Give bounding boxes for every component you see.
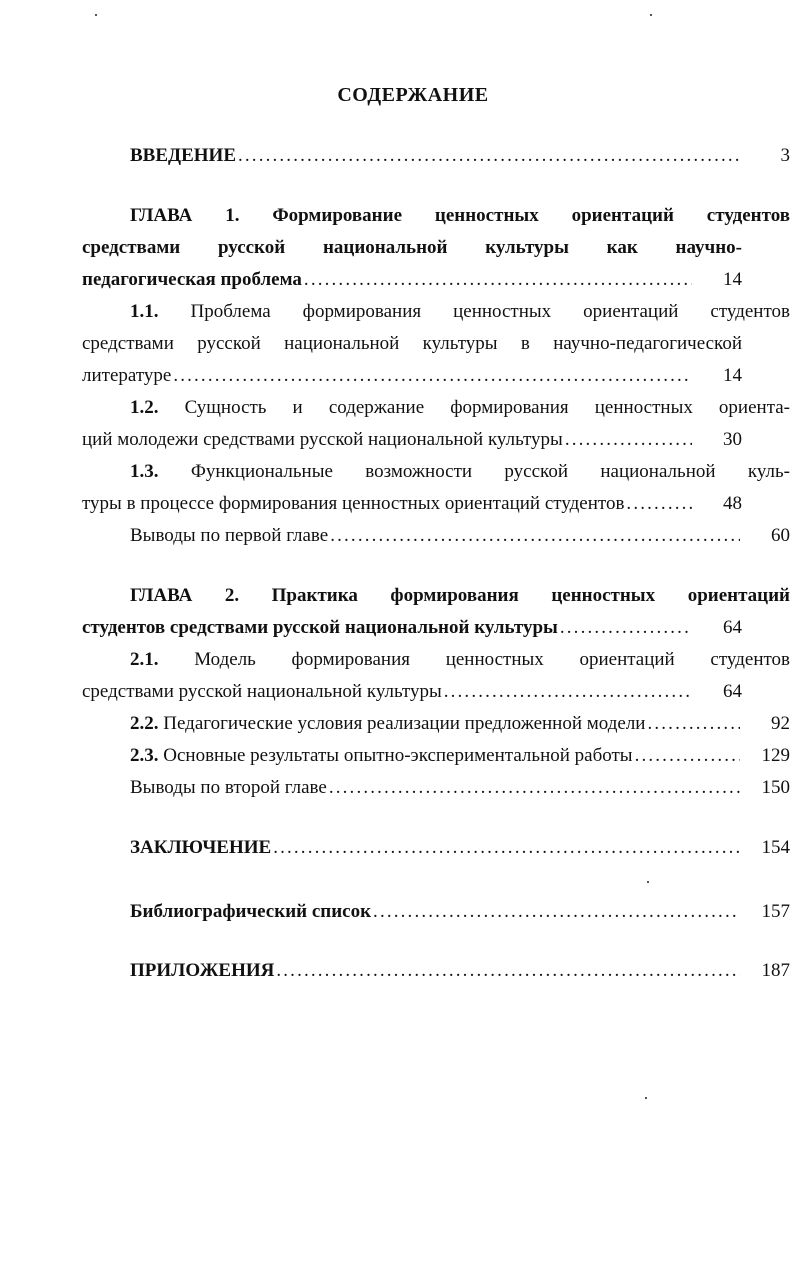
- section-title: Проблема формирования ценностных ориентаций студентов: [190, 301, 790, 322]
- section-number: 2.1.: [130, 649, 159, 670]
- toc-label: студентов средствами русской национальной культуры: [82, 617, 558, 638]
- toc-entry-section-2-3[interactable]: [82, 740, 790, 772]
- toc-page-number: 48: [723, 493, 742, 514]
- page-title: СОДЕРЖАНИЕ: [337, 84, 489, 106]
- leader-dots: [304, 264, 692, 296]
- toc-page-number: 150: [761, 777, 790, 798]
- leader-dots: [647, 708, 740, 740]
- toc-page-number: 60: [771, 525, 790, 546]
- leader-dots: [626, 488, 692, 520]
- section-2-1-line: [82, 644, 790, 676]
- section-title: Модель формирования ценностных ориентаций студентов: [194, 649, 791, 670]
- toc-page-number: 64: [723, 681, 742, 702]
- section-number: 2.2.: [130, 713, 159, 734]
- leader-dots: [444, 676, 692, 708]
- toc-entry-appendix[interactable]: [82, 955, 790, 987]
- section-title: Функциональные возможности русской национальной куль-: [190, 461, 791, 482]
- toc-page-number: 157: [761, 901, 790, 922]
- toc-label: ПРИЛОЖЕНИЯ: [130, 960, 275, 981]
- section-number: 1.3.: [130, 461, 159, 482]
- toc-label: педагогическая проблема: [82, 269, 302, 290]
- toc-entry-bibliography[interactable]: [82, 896, 790, 928]
- scan-speck: [647, 881, 649, 883]
- toc-entry-conclusion[interactable]: [82, 832, 790, 864]
- leader-dots: [373, 896, 740, 928]
- section-number: 2.3.: [130, 745, 159, 766]
- leader-dots: [173, 360, 692, 392]
- toc-entry-chapter2[interactable]: [82, 612, 742, 644]
- toc-entry-intro[interactable]: [82, 140, 790, 172]
- scan-speck: [95, 14, 97, 16]
- section-1-1-line: средствами русской национальной культуры в научно-педагогической: [82, 333, 742, 354]
- toc-label: [130, 708, 645, 740]
- section-number: 1.1.: [130, 301, 159, 322]
- toc-page-number: 14: [723, 365, 742, 386]
- toc-entry-section-2-1[interactable]: [82, 676, 742, 708]
- toc-label: Библиографический список: [130, 901, 372, 922]
- leader-dots: [330, 520, 740, 552]
- toc-entry-chapter1-summary[interactable]: [82, 520, 790, 552]
- scan-speck: [650, 14, 652, 16]
- scan-speck: [645, 1097, 647, 1099]
- section-1-1-line: [82, 296, 790, 328]
- toc-page-number: 30: [723, 429, 742, 450]
- toc-label: средствами русской национальной культуры: [82, 681, 442, 702]
- toc-label: литературе: [82, 365, 172, 386]
- toc-entry-section-2-2[interactable]: [82, 708, 790, 740]
- toc-page-number: 154: [761, 837, 790, 858]
- toc-entry-section-1-1[interactable]: [82, 360, 742, 392]
- toc-label: [130, 740, 633, 772]
- toc-entry-section-1-3[interactable]: [82, 488, 742, 520]
- toc-page-number: 92: [771, 713, 790, 734]
- toc-page-number: 187: [761, 960, 790, 981]
- toc-label: ЗАКЛЮЧЕНИЕ: [130, 837, 272, 858]
- toc-page-number: 3: [780, 145, 790, 166]
- section-1-3-line: [82, 456, 790, 488]
- toc-page-number: 129: [761, 745, 790, 766]
- leader-dots: [276, 955, 740, 987]
- section-number: 1.2.: [130, 397, 159, 418]
- leader-dots: [565, 424, 692, 456]
- leader-dots: [273, 832, 740, 864]
- toc-page-number: 14: [723, 269, 742, 290]
- chapter1-title-line: средствами русской национальной культуры как научно-: [82, 237, 742, 258]
- leader-dots: [238, 140, 740, 172]
- leader-dots: [560, 612, 692, 644]
- toc-entry-section-1-2[interactable]: [82, 424, 742, 456]
- section-title: Сущность и содержание формирования ценностных ориента-: [184, 397, 790, 418]
- toc-entry-chapter2-summary[interactable]: [82, 772, 790, 804]
- leader-dots: [329, 772, 740, 804]
- toc-label: туры в процессе формирования ценностных ориентаций студентов: [82, 493, 625, 514]
- leader-dots: [635, 740, 740, 772]
- toc-label: ВВЕДЕНИЕ: [130, 145, 236, 166]
- toc-entry-chapter1[interactable]: [82, 264, 742, 296]
- section-1-2-line: [82, 392, 790, 424]
- chapter2-title-line: ГЛАВА 2. Практика формирования ценностных ориентаций: [130, 585, 790, 606]
- toc-label: Выводы по первой главе: [130, 525, 329, 546]
- toc-label: ций молодежи средствами русской национальной культуры: [82, 429, 563, 450]
- section-title: Педагогические условия реализации предложенной модели: [163, 713, 646, 734]
- section-title: Основные результаты опытно-экспериментальной работы: [163, 745, 633, 766]
- toc-label: Выводы по второй главе: [130, 777, 327, 798]
- chapter1-title-line: ГЛАВА 1. Формирование ценностных ориентаций студентов: [130, 205, 790, 226]
- toc-page-number: 64: [723, 617, 742, 638]
